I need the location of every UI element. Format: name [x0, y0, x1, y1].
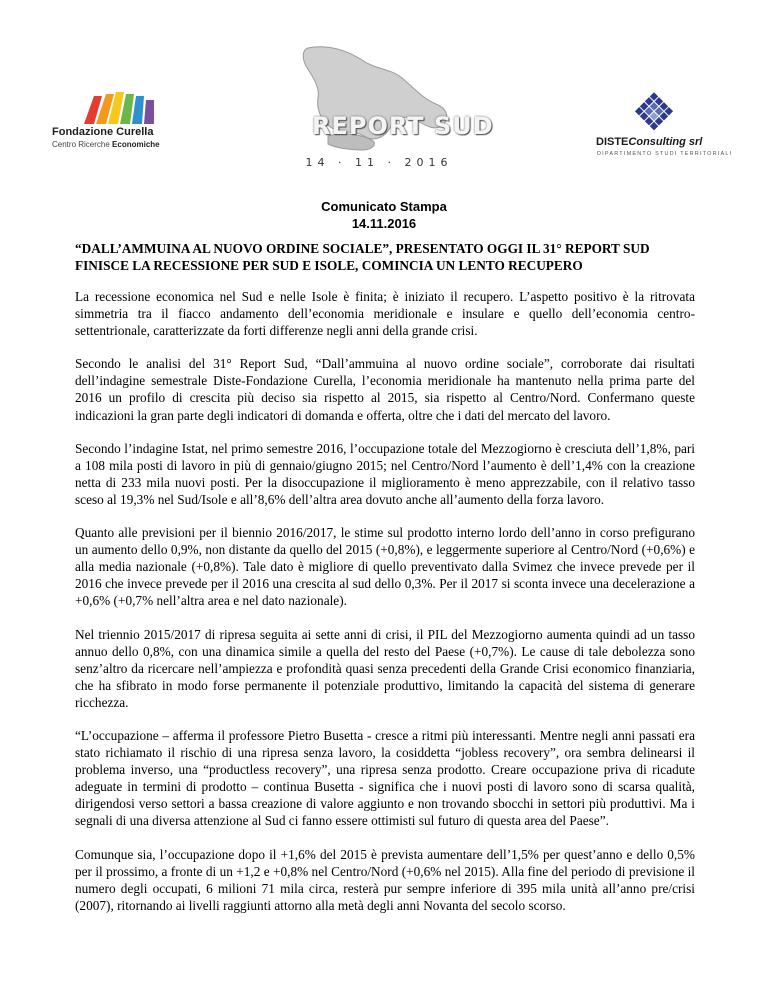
report-sud-logo [298, 40, 494, 170]
paragraph: Secondo le analisi del 31° Report Sud, “Dall’ammuina al nuovo ordine sociale”, corroborate dai risultati dell’indagine semestrale Diste-Fondazione Curella, l’economia meridionale ha mantenuto nella prima parte del 2016 un profilo di crescita più deciso sia rispetto al 2015, sia rispetto al Centro/Nord. Confermano queste indicazioni la gran parte degli indicatori di domanda e offerta, oltre che i dati del mercato del lavoro. [75, 356, 695, 423]
paragraph: La recessione economica nel Sud e nelle Isole è finita; è iniziato il recupero. L’aspetto positivo è la ritrovata simmetria tra il fiacco andamento dell’economia meridionale e insulare e quello dell’economia centro-settentrionale, caratterizzate da forti differenze negli anni della grande crisi. [75, 289, 695, 339]
press-release-heading [0, 198, 768, 232]
paragraph: Nel triennio 2015/2017 di ripresa seguita ai sette anni di crisi, il PIL del Mezzogiorno aumenta quindi ad un tasso annuo dello 0,8%, con una dinamica simile a quella del resto del Paese (+0,7%). Le cause di tale debolezza sono senz’altro da ricercare nell’ampiezza e profondità quasi senza precedenti della Grande Crisi economico finanziaria, che ha sfibrato in modo forse permanente il potenziale produttivo, limitando la capacità del sistema di generare ricchezza. [75, 626, 695, 710]
letterhead [0, 0, 768, 190]
paragraph: Comunque sia, l’occupazione dopo il +1,6% del 2015 è prevista aumentare dell’1,5% per quest’anno e dello 0,5% per il prossimo, a fronte di un +1,2 e +0,8% nel Centro/Nord (+0,6% nel 2015). Alla fine del periodo di previsione il numero degli occupati, 6 milioni 71 mila circa, resterà pur sempre inferiore di 395 mila unità all’anno pre/crisi (2007), ritornando ai livelli raggiunti attorno alla metà degli anni Novanta del secolo scorso. [75, 846, 695, 913]
press-release-date: 14.11.2016 [351, 216, 417, 231]
fondazione-subtitle: Centro Ricerche Economiche [52, 140, 160, 149]
headline [75, 240, 715, 274]
paragraph: Quanto alle previsioni per il biennio 2016/2017, le stime sul prodotto interno lordo dell’anno in corso prefigurano un aumento dello 0,9%, non distante da quello del 2015 (+0,8%), e leggermente superiore al Centro/Nord (+0,6%) e alla media nazionale (+0,8%). Tale dato è migliore di quello preventivato dalla Svimez che invece prevede per il 2016 che invece prevede per il 2016 una crescita al sud dello 0,3%. Per il 2017 si sconta invece una decelerazione a +0,6% (+0,7% nell’altra area e nel dato nazionale). [75, 525, 695, 609]
report-date: 14 · 11 · 2016 [305, 156, 453, 169]
paragraph: “L’occupazione – afferma il professore Pietro Busetta - cresce a ritmi più interessanti. Mentre negli anni passati era stato richiamato il rischio di una ripresa senza lavoro, la cosiddetta “jobless recovery”, ora sembra delinearsi il problema inverso, una “productless recovery”, una ripresa senza prodotto. Creare occupazione priva di ricadute adeguate in termini di prodotto – continua Busetta - significa che i nuovi posti di lavoro sono di scarsa qualità, dirigendosi verso settori a bassa creazione di valore aggiunto e non trovando sbocchi in settori più produttivi. Ma i segnali di una diversa attenzione al Sud ci fanno essere ottimisti sul futuro di questa area del Paese”. [75, 727, 695, 829]
diste-subtitle: DIPARTIMENTO STUDI TERRITORIALI [597, 151, 733, 157]
body-text [75, 288, 695, 930]
diste-diamond-icon [632, 90, 676, 134]
headline-line-2: FINISCE LA RECESSIONE PER SUD E ISOLE, COMINCIA UN LENTO RECUPERO [75, 258, 583, 273]
diste-name: DISTEConsulting srl [596, 136, 703, 148]
curella-mark-icon [80, 88, 160, 126]
fondazione-curella-logo [52, 88, 192, 158]
fondazione-name: Fondazione Curella [52, 126, 154, 138]
paragraph: Secondo l’indagine Istat, nel primo semestre 2016, l’occupazione totale del Mezzogiorno è cresciuta dell’1,8%, pari a 108 mila posti di lavoro in più di gennaio/giugno 2015; nel Centro/Nord l’aumento è dell’1,4% con la creazione netta di 233 mila nuovi posti. Per la disoccupazione il miglioramento è meno apprezzabile, con il relativo tasso sceso al 19,3% nel Sud/Isole e all’8,6% dell’altra area dovuto anche all’aumento della forza lavoro. [75, 440, 695, 507]
report-title: REPORT SUD [312, 112, 494, 140]
diste-consulting-logo [596, 90, 733, 160]
press-release-label: Comunicato Stampa [321, 199, 447, 214]
headline-line-1: “DALL’AMMUINA AL NUOVO ORDINE SOCIALE”, PRESENTATO OGGI IL 31° REPORT SUD [75, 241, 650, 256]
